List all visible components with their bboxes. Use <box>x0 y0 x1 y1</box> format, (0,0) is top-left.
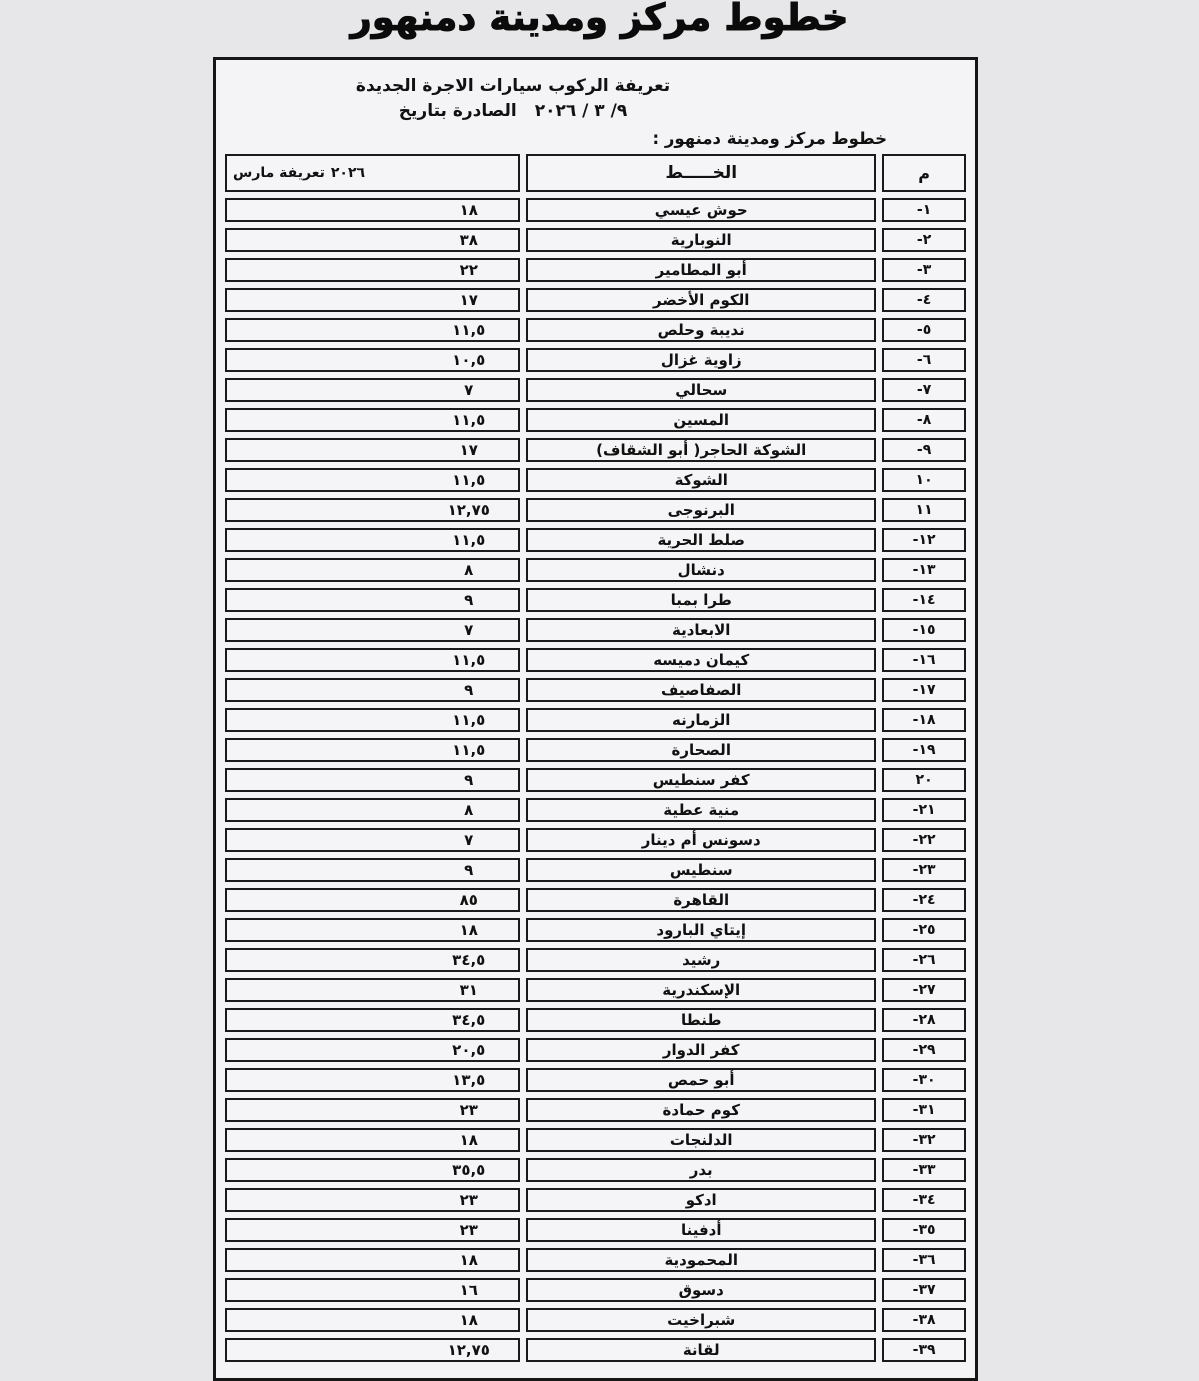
table-row <box>225 1188 966 1212</box>
row-num-cell: -٣ <box>882 258 966 282</box>
table-row <box>225 258 966 282</box>
table-row <box>225 1158 966 1182</box>
row-num-cell: -٢ <box>882 228 966 252</box>
line-name-cell: الصفاصيف <box>526 678 876 702</box>
line-name-cell: إيتاي البارود <box>526 918 876 942</box>
fare-table <box>219 148 972 1368</box>
table-row <box>225 1098 966 1122</box>
table-row <box>225 1248 966 1272</box>
line-name-cell: سنطيس <box>526 858 876 882</box>
fare-table-header <box>225 154 966 192</box>
table-row <box>225 648 966 672</box>
line-name-cell: طنطا <box>526 1008 876 1032</box>
line-name-cell: دسوق <box>526 1278 876 1302</box>
row-num-cell: -٢٩ <box>882 1038 966 1062</box>
table-row <box>225 708 966 732</box>
fare-value-cell: ١١,٥ <box>225 318 520 342</box>
line-name-cell: حوش عيسي <box>526 198 876 222</box>
line-name-cell: الشوكة الحاجر( أبو الشقاف) <box>526 438 876 462</box>
tariff-title-line: تعريفة الركوب سيارات الاجرة الجديدة <box>355 76 671 96</box>
line-name-cell: أبو المطامير <box>526 258 876 282</box>
table-row <box>225 1128 966 1152</box>
column-header-fare <box>225 154 520 192</box>
row-num-cell: ١٠ <box>882 468 966 492</box>
row-num-cell: -١٦ <box>882 648 966 672</box>
fare-value-cell: ١١,٥ <box>225 528 520 552</box>
fare-value-cell: ٩ <box>225 768 520 792</box>
row-num-cell: -٣٠ <box>882 1068 966 1092</box>
row-num-cell: ١١ <box>882 498 966 522</box>
line-name-cell: الصحارة <box>526 738 876 762</box>
row-num-cell: -٢٦ <box>882 948 966 972</box>
fare-value-cell: ١٣,٥ <box>225 1068 520 1092</box>
row-num-cell: -١٨ <box>882 708 966 732</box>
line-name-cell: كيمان دميسه <box>526 648 876 672</box>
fare-value-cell: ١٧ <box>225 288 520 312</box>
fare-value-cell: ٩ <box>225 858 520 882</box>
fare-value-cell: ١٨ <box>225 198 520 222</box>
table-row <box>225 1278 966 1302</box>
line-name-cell: كفر الدوار <box>526 1038 876 1062</box>
fare-value-cell: ٣٤,٥ <box>225 1008 520 1032</box>
row-num-cell: -٣٨ <box>882 1308 966 1332</box>
row-num-cell: -٣٧ <box>882 1278 966 1302</box>
line-name-cell: دسونس أم دينار <box>526 828 876 852</box>
line-name-cell: البرنوجى <box>526 498 876 522</box>
fare-value-cell: ٢٠,٥ <box>225 1038 520 1062</box>
row-num-cell: -٧ <box>882 378 966 402</box>
fare-value-cell: ١٢,٧٥ <box>225 498 520 522</box>
row-num-cell: -٣٤ <box>882 1188 966 1212</box>
column-header-line: الخـــــط <box>526 154 876 192</box>
line-name-cell: صلط الحرية <box>526 528 876 552</box>
line-name-cell: نديبة وحلص <box>526 318 876 342</box>
line-name-cell: الدلنجات <box>526 1128 876 1152</box>
fare-value-cell: ٩ <box>225 678 520 702</box>
line-name-cell: شبراخيت <box>526 1308 876 1332</box>
document-header-lines <box>348 76 678 121</box>
row-num-cell: -١٣ <box>882 558 966 582</box>
issued-label: الصادرة بتاريخ <box>398 101 517 121</box>
line-name-cell: الكوم الأخضر <box>526 288 876 312</box>
fare-table-body <box>225 198 966 1362</box>
fare-value-cell: ١٨ <box>225 1308 520 1332</box>
line-name-cell: زاوية غزال <box>526 348 876 372</box>
fare-value-cell: ٢٣ <box>225 1098 520 1122</box>
line-name-cell: الشوكة <box>526 468 876 492</box>
fare-value-cell: ٢٣ <box>225 1188 520 1212</box>
row-num-cell: -٩ <box>882 438 966 462</box>
fare-value-cell: ١٢,٧٥ <box>225 1338 520 1362</box>
row-num-cell: -١٩ <box>882 738 966 762</box>
table-row <box>225 498 966 522</box>
table-row <box>225 678 966 702</box>
fare-value-cell: ١٨ <box>225 918 520 942</box>
fare-value-cell: ٧ <box>225 828 520 852</box>
line-name-cell: منية عطية <box>526 798 876 822</box>
table-row <box>225 1068 966 1092</box>
line-name-cell: النوبارية <box>526 228 876 252</box>
row-num-cell: -٦ <box>882 348 966 372</box>
fare-value-cell: ٣٥,٥ <box>225 1158 520 1182</box>
row-num-cell: -٤ <box>882 288 966 312</box>
issued-date-line <box>348 101 678 121</box>
line-name-cell: سحالي <box>526 378 876 402</box>
document-header <box>216 60 975 148</box>
fare-value-cell: ١٨ <box>225 1128 520 1152</box>
row-num-cell: -٣٣ <box>882 1158 966 1182</box>
fare-value-cell: ١١,٥ <box>225 708 520 732</box>
table-row <box>225 408 966 432</box>
row-num-cell: -١٤ <box>882 588 966 612</box>
fare-value-cell: ٩ <box>225 588 520 612</box>
table-row <box>225 1308 966 1332</box>
fare-value-cell: ١٠,٥ <box>225 348 520 372</box>
line-name-cell: الزمارنه <box>526 708 876 732</box>
line-name-cell: المسين <box>526 408 876 432</box>
row-num-cell: -٢٢ <box>882 828 966 852</box>
fare-value-cell: ١٧ <box>225 438 520 462</box>
line-name-cell: القاهرة <box>526 888 876 912</box>
fare-value-cell: ٣١ <box>225 978 520 1002</box>
row-num-cell: -٢٤ <box>882 888 966 912</box>
line-name-cell: كفر سنطيس <box>526 768 876 792</box>
issued-date: ٩/ ٣ / ٢٠٢٦ <box>534 101 628 121</box>
fare-value-cell: ٧ <box>225 618 520 642</box>
row-num-cell: -١٥ <box>882 618 966 642</box>
row-num-cell: -١ <box>882 198 966 222</box>
table-row <box>225 468 966 492</box>
page-title: خطوط مركز ومدينة دمنهور <box>350 0 849 39</box>
row-num-cell: -٢٨ <box>882 1008 966 1032</box>
table-row <box>225 1338 966 1362</box>
table-row <box>225 1218 966 1242</box>
fare-value-cell: ١٨ <box>225 1248 520 1272</box>
table-row <box>225 948 966 972</box>
line-name-cell: رشيد <box>526 948 876 972</box>
fare-value-cell: ٨ <box>225 558 520 582</box>
row-num-cell: -٣٢ <box>882 1128 966 1152</box>
line-name-cell: بدر <box>526 1158 876 1182</box>
table-row <box>225 858 966 882</box>
scanned-fare-document <box>213 57 978 1381</box>
table-row <box>225 198 966 222</box>
table-row <box>225 888 966 912</box>
fare-value-cell: ١٦ <box>225 1278 520 1302</box>
table-row <box>225 978 966 1002</box>
row-num-cell: -٢٧ <box>882 978 966 1002</box>
line-name-cell: الابعادية <box>526 618 876 642</box>
line-name-cell: المحمودية <box>526 1248 876 1272</box>
line-name-cell: لقانة <box>526 1338 876 1362</box>
line-name-cell: أدفينا <box>526 1218 876 1242</box>
line-name-cell: طرا بمبا <box>526 588 876 612</box>
fare-value-cell: ١١,٥ <box>225 468 520 492</box>
table-row <box>225 918 966 942</box>
table-row <box>225 318 966 342</box>
fare-value-cell: ٢٢ <box>225 258 520 282</box>
row-num-cell: -٥ <box>882 318 966 342</box>
fare-value-cell: ٢٣ <box>225 1218 520 1242</box>
row-num-cell: -٢٥ <box>882 918 966 942</box>
row-num-cell: -٣٩ <box>882 1338 966 1362</box>
table-row <box>225 618 966 642</box>
table-row <box>225 288 966 312</box>
table-row <box>225 378 966 402</box>
line-name-cell: كوم حمادة <box>526 1098 876 1122</box>
header-row <box>225 154 966 192</box>
table-row <box>225 828 966 852</box>
fare-value-cell: ٣٨ <box>225 228 520 252</box>
row-num-cell: ٢٠ <box>882 768 966 792</box>
row-num-cell: -٢٣ <box>882 858 966 882</box>
fare-value-cell: ١١,٥ <box>225 408 520 432</box>
fare-value-cell: ١١,٥ <box>225 648 520 672</box>
section-label: خطوط مركز ومدينة دمنهور : <box>652 129 887 148</box>
table-row <box>225 588 966 612</box>
row-num-cell: -١٧ <box>882 678 966 702</box>
table-row <box>225 228 966 252</box>
table-row <box>225 768 966 792</box>
table-row <box>225 528 966 552</box>
fare-value-cell: ١١,٥ <box>225 738 520 762</box>
row-num-cell: -٣٥ <box>882 1218 966 1242</box>
table-row <box>225 438 966 462</box>
fare-header-words: تعريفة مارس <box>233 165 325 181</box>
row-num-cell: -٨ <box>882 408 966 432</box>
table-row <box>225 558 966 582</box>
table-row <box>225 738 966 762</box>
row-num-cell: -٣٦ <box>882 1248 966 1272</box>
fare-header-year: ٢٠٢٦ <box>330 165 366 181</box>
fare-value-cell: ٣٤,٥ <box>225 948 520 972</box>
row-num-cell: -٣١ <box>882 1098 966 1122</box>
table-row <box>225 1008 966 1032</box>
table-row <box>225 1038 966 1062</box>
fare-value-cell: ٨ <box>225 798 520 822</box>
fare-value-cell: ٨٥ <box>225 888 520 912</box>
line-name-cell: أبو حمص <box>526 1068 876 1092</box>
line-name-cell: دنشال <box>526 558 876 582</box>
line-name-cell: ادكو <box>526 1188 876 1212</box>
row-num-cell: -٢١ <box>882 798 966 822</box>
table-row <box>225 348 966 372</box>
fare-value-cell: ٧ <box>225 378 520 402</box>
table-row <box>225 798 966 822</box>
line-name-cell: الإسكندرية <box>526 978 876 1002</box>
row-num-cell: -١٢ <box>882 528 966 552</box>
column-header-num: م <box>882 154 966 192</box>
